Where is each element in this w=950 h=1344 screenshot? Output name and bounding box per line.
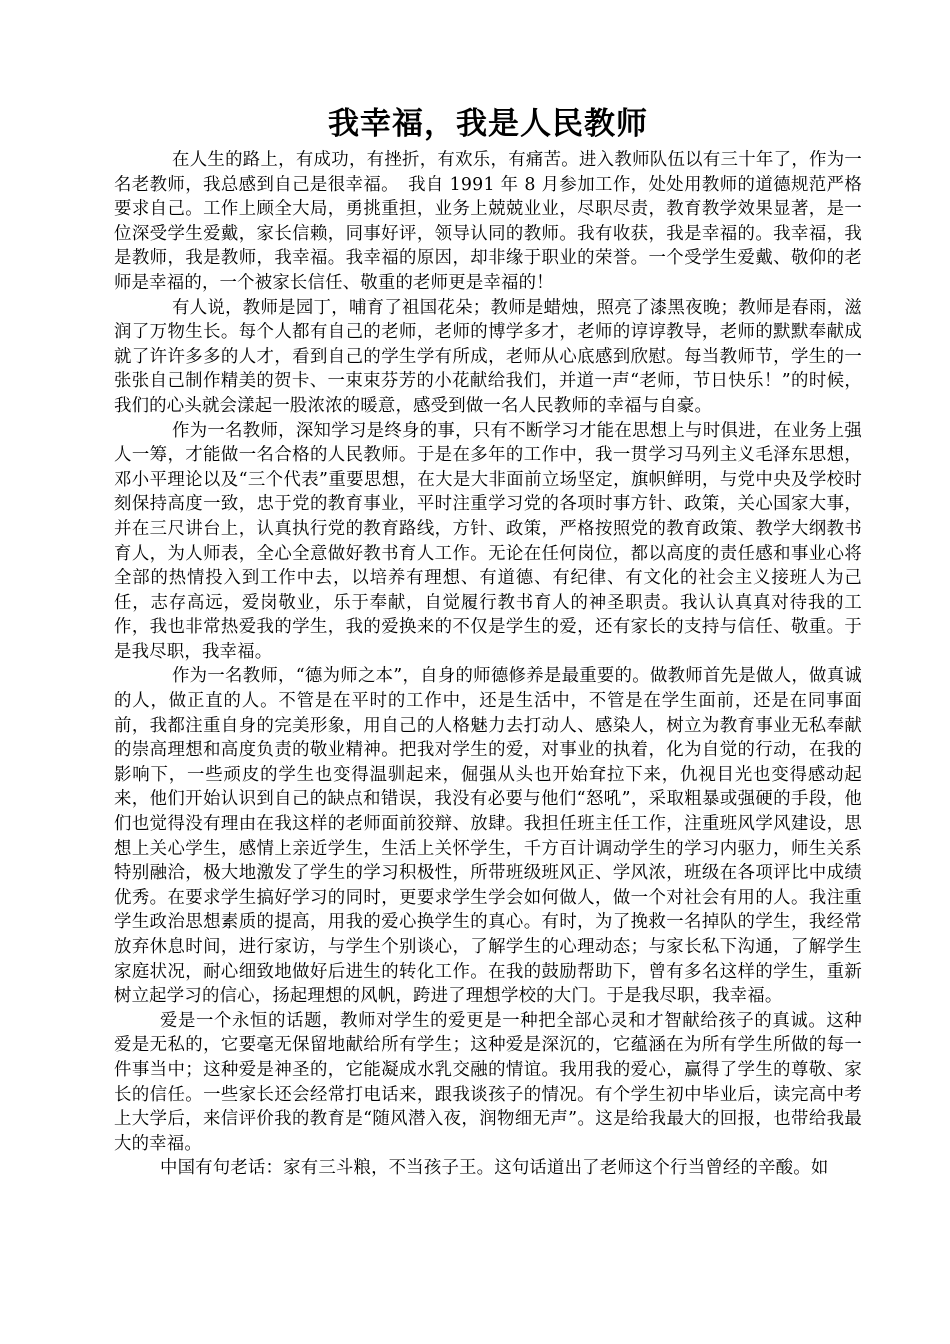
document-page — [114, 102, 862, 1181]
paragraph-5: 爱是一个永恒的话题，教师对学生的爱更是一种把全部心灵和才智献给孩子的真诚。这种爱是无私的，它要毫无保留地献给所有学生；这种爱是深沉的，它蕴涵在为所有学生所做的每一件事当中；这种爱是神圣的，它能凝成水乳交融的情谊。我用我的爱心，赢得了学生的尊敬、家长的信任。一些家长还会经常打电话来，跟我谈孩子的情况。有个学生初中毕业后，读完高中考上大学后，来信评价我的教育是“随风潜入夜，润物细无声”。这是给我最大的回报，也带给我最大的幸福。 — [114, 1010, 862, 1154]
paragraph-2: 有人说，教师是园丁，哺育了祖国花朵；教师是蜡烛，照亮了漆黑夜晚；教师是春雨，滋润了万物生长。每个人都有自己的老师，老师的博学多才，老师的谆谆教导，老师的默默奉献成就了许许多多的人才，看到自己的学生学有所成，老师从心底感到欣慰。每当教师节，学生的一张张自己制作精美的贺卡、一束束芬芳的小花献给我们，并道一声“老师，节日快乐！”的时候，我们的心头就会漾起一股浓浓的暖意，感受到做一名人民教师的幸福与自豪。 — [114, 297, 862, 416]
paragraph-4: 作为一名教师，“德为师之本”，自身的师德修养是最重要的。做教师首先是做人，做真诚的人，做正直的人。不管是在平时的工作中，还是生活中，不管是在学生面前，还是在同事面前，我都注重自身的完美形象，用自己的人格魅力去打动人、感染人，树立为教育事业无私奉献的崇高理想和高度负责的敬业精神。把我对学生的爱，对事业的执着，化为自觉的行动，在我的影响下，一些顽皮的学生也变得温驯起来，倔强从头也开始耷拉下来，仇视目光也变得感动起来，他们开始认识到自己的缺点和错误，我没有必要与他们“怒吼”，采取粗暴或强硬的手段，他们也觉得没有理由在我这样的老师面前狡辩、放肆。我担任班主任工作，注重班风学风建设，思想上关心学生，感情上亲近学生，生活上关怀学生，千方百计调动学生的学习内驱力，师生关系特别融洽，极大地激发了学生的学习积极性，所带班级班风正、学风浓，班级在各项评比中成绩优秀。在要求学生搞好学习的同时，更要求学生学会如何做人，做一个对社会有用的人。我注重学生政治思想素质的提高，用我的爱心换学生的真心。有时，为了挽救一名掉队的学生，我经常放弃休息时间，进行家访，与学生个别谈心，了解学生的心理动态；与家长私下沟通，了解学生家庭状况，耐心细致地做好后进生的转化工作。在我的鼓励帮助下，曾有多名这样的学生，重新树立起学习的信心，扬起理想的风帆，跨进了理想学校的大门。于是我尽职，我幸福。 — [114, 666, 862, 1007]
document-title: 我幸福，我是人民教师 — [328, 106, 648, 142]
paragraph-3: 作为一名教师，深知学习是终身的事，只有不断学习才能在思想上与时俱进，在业务上强人一筹，才能做一名合格的人民教师。于是在多年的工作中，我一贯学习马列主义毛泽东思想，邓小平理论以及“三个代表”重要思想，在大是大非面前立场坚定，旗帜鲜明，与党中央及学校时刻保持高度一致，忠于党的教育事业，平时注重学习党的各项时事方针、政策，关心国家大事，并在三尺讲台上，认真执行党的教育路线，方针、政策，严格按照党的教育政策、教学大纲教书育人，为人师表，全心全意做好教书育人工作。无论在任何岗位，都以高度的责任感和事业心将全部的热情投入到工作中去，以培养有理想、有道德、有纪律、有文化的社会主义接班人为己任，志存高远，爱岗敬业，乐于奉献，自觉履行教书育人的神圣职责。我认认真真对待我的工作，我也非常热爱我的学生，我的爱换来的不仅是学生的爱，还有家长的支持与信任、敬重。于是我尽职，我幸福。 — [114, 420, 862, 662]
paragraph-1: 在人生的路上，有成功，有挫折，有欢乐，有痛苦。进入教师队伍以有三十年了，作为一名老教师，我总感到自己是很幸福。 我自 1991 年 8 月参加工作，处处用教师的道德规范严格要求自己。工作上顾全大局，勇挑重担，业务上兢兢业业，尽职尽责，教育教学效果显著，是一位深受学生爱戴，家长信赖，同事好评，领导认同的教师。我有收获，我是幸福的。我幸福，我是教师，我是教师，我幸福。我幸福的原因，却非缘于职业的荣誉。一个受学生爱戴、敬仰的老师是幸福的，一个被家长信任、敬重的老师更是幸福的！ — [114, 150, 862, 293]
paragraph-6: 中国有句老话：家有三斗粮，不当孩子王。这句话道出了老师这个行当曾经的辛酸。如 — [160, 1158, 829, 1179]
